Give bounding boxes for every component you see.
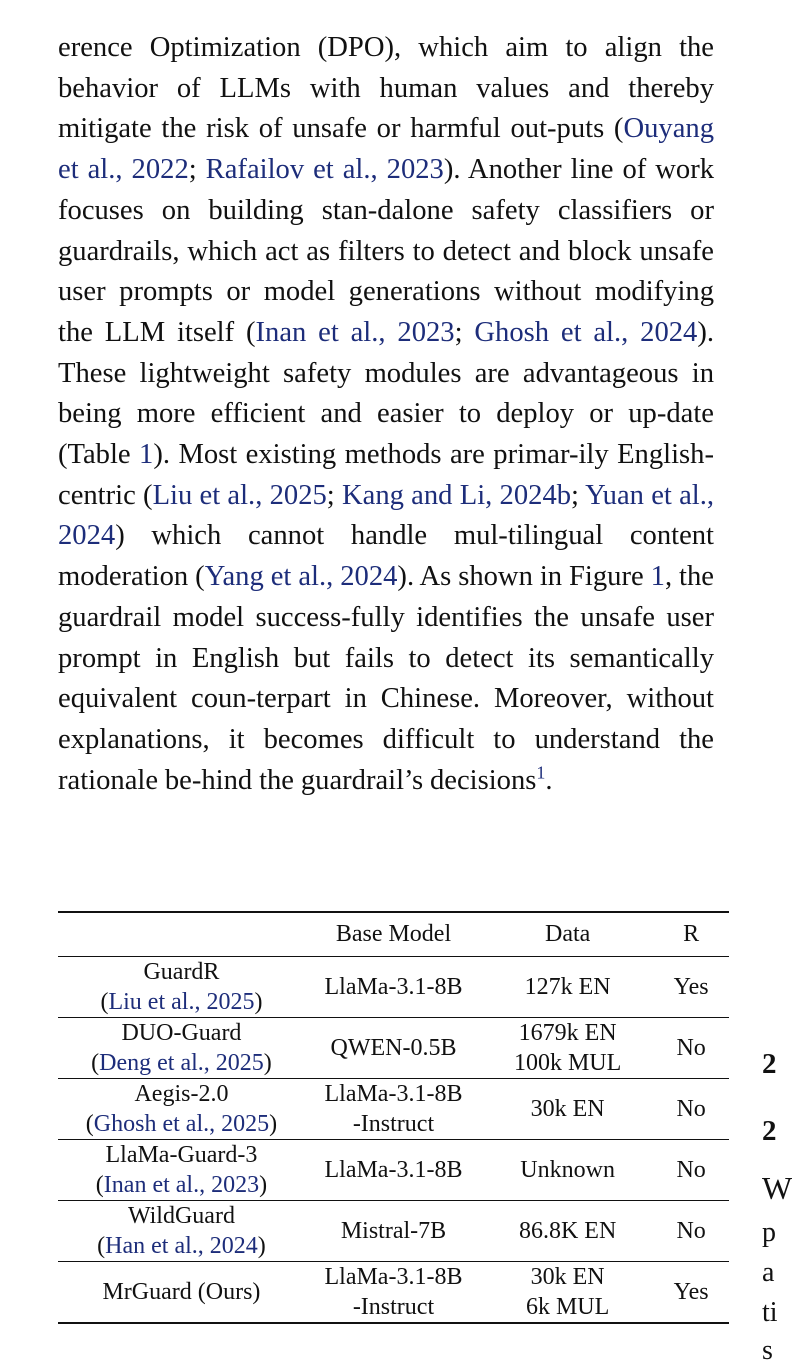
base-model-cell: LlaMa-3.1-8B [324,973,463,1000]
figure-ref-link[interactable]: 1 [650,561,665,593]
table-row [58,1139,729,1200]
clipped-text-fragment: s [762,1335,773,1366]
base-model-cell: LlaMa-3.1-8B -Instruct [324,1263,463,1320]
data-cell: 1679k EN 100k MUL [513,1019,622,1076]
data-cell: Unknown [520,1156,615,1183]
base-model-cell: QWEN-0.5B [330,1034,457,1061]
r-cell: No [676,1034,706,1061]
clipped-section-heading: 2 [762,1048,777,1080]
model-name-cell: Aegis-2.0 (Ghosh et al., 2025) [85,1080,278,1137]
data-cell: 127k EN [524,973,611,1000]
table-row [58,956,729,1017]
citation-inan-2023-table[interactable]: Inan et al., 2023 [103,1171,260,1198]
model-name-cell: WildGuard (Han et al., 2024) [97,1202,266,1259]
citation-yuan-2024[interactable]: Yuan et al., 2024 [58,479,715,552]
citation-kang-li-2024b[interactable]: Kang and Li, 2024b [342,479,572,511]
header-r: R [653,912,729,956]
citation-ghosh-2025[interactable]: Ghosh et al., 2025 [93,1110,270,1137]
citation-ouyang-2022[interactable]: Ouyang et al., 2022 [58,113,714,186]
clipped-text-fragment: ti [762,1297,778,1328]
data-cell: 30k EN [530,1095,605,1122]
table-header-row [58,912,729,956]
data-cell: 30k EN 6k MUL [525,1263,610,1320]
model-name-cell: DUO-Guard (Deng et al., 2025) [91,1019,272,1076]
header-name [58,912,305,956]
r-cell: Yes [673,973,709,1000]
footnote-marker[interactable]: 1 [536,762,546,783]
citation-inan-2023[interactable]: Inan et al., 2023 [255,316,455,348]
table-row [58,1200,729,1261]
model-name-cell: LlaMa-Guard-3 (Inan et al., 2023) [95,1141,268,1198]
comparison-table [58,911,729,1324]
model-name-cell: MrGuard (Ours) [102,1278,261,1305]
base-model-cell: LlaMa-3.1-8B [324,1156,463,1183]
r-cell: No [676,1095,706,1122]
citation-han-2024[interactable]: Han et al., 2024 [105,1232,258,1259]
clipped-subsection-heading: 2 [762,1115,777,1147]
citation-liu-2025-table[interactable]: Liu et al., 2025 [108,988,255,1015]
r-cell: No [676,1217,706,1244]
table-row [58,1261,729,1323]
citation-ghosh-2024[interactable]: Ghosh et al., 2024 [474,316,698,348]
table-row [58,1017,729,1078]
base-model-cell: LlaMa-3.1-8B -Instruct [324,1080,463,1137]
data-cell: 86.8K EN [518,1217,617,1244]
clipped-text-fragment: W [762,1170,792,1206]
citation-liu-2025[interactable]: Liu et al., 2025 [152,479,327,511]
table-ref-link[interactable]: 1 [139,439,154,471]
clipped-text-fragment: a [762,1257,775,1288]
r-cell: No [676,1156,706,1183]
model-name-cell: GuardR (Liu et al., 2025) [100,958,263,1015]
citation-yang-2024[interactable]: Yang et al., 2024 [204,561,398,593]
header-base-model: Base Model [305,912,482,956]
citation-rafailov-2023[interactable]: Rafailov et al., 2023 [205,154,444,186]
body-paragraph: erence Optimization (DPO), which aim to align the behavior of LLMs with human values and thereby mitigate the risk of unsafe or harmful out-puts (Ouyang et al., 2022; Rafailov et al., 2023). Another line of work focuses on building stan-dalone safety classifiers or guardrails, which act as filters to detect and block unsafe user prompts or model generations without modifying the LLM itself (Inan et al., 2023; Ghosh et al., 2024). These lightweight safety modules are advantageous in being more efficient and easier to deploy or up-date (Table 1). Most existing methods are primar-ily English-centric (Liu et al., 2025; Kang and Li, 2024b; Yuan et al., 2024) which cannot handle mul-tilingual content moderation (Yang et al., 2024). As shown in Figure 1, the guardrail model success-fully identifies the unsafe user prompt in English but fails to detect its semantically equivalent coun-terpart in Chinese. Moreover, without explanations, it becomes difficult to understand the rationale be-hind the guardrail’s decisions$^1$. [58,32,715,796]
table-row [58,1078,729,1139]
citation-deng-2025[interactable]: Deng et al., 2025 [99,1049,264,1076]
base-model-cell: Mistral-7B [340,1217,447,1244]
r-cell: Yes [673,1278,709,1305]
header-data: Data [482,912,653,956]
clipped-text-fragment: p [762,1217,776,1248]
